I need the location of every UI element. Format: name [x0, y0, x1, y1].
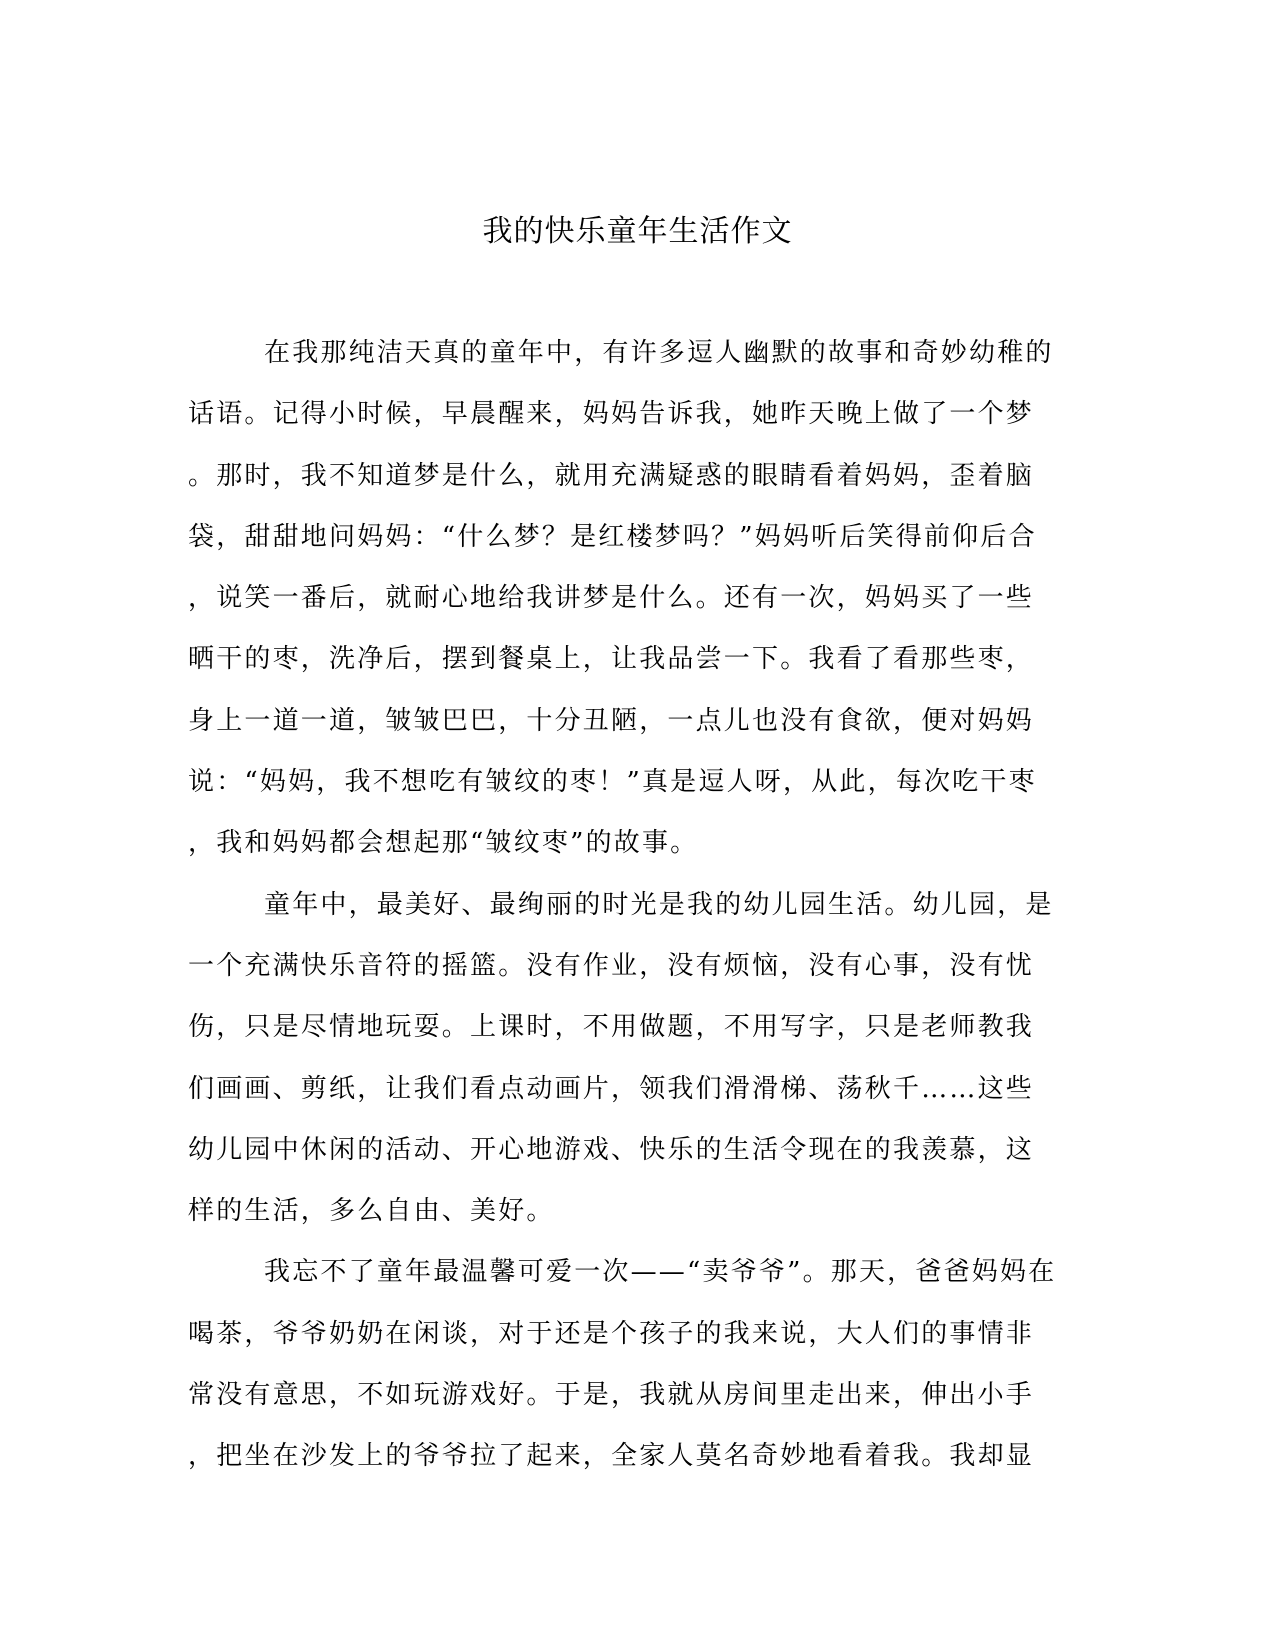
text-line: ，把坐在沙发上的爷爷拉了起来，全家人莫名奇妙地看着我。我却显: [188, 1441, 1035, 1472]
text-line: 们画画、剪纸，让我们看点动画片，领我们滑滑梯、荡秋千……这些: [188, 1073, 1035, 1104]
text-line: 说：“妈妈，我不想吃有皱纹的枣！”真是逗人呀，从此，每次吃干枣: [188, 767, 1037, 798]
text-line: 一个充满快乐音符的摇篮。没有作业，没有烦恼，没有心事，没有忧: [188, 950, 1035, 981]
text-line: 我忘不了童年最温馨可爱一次——“卖爷爷”。那天，爸爸妈妈在: [264, 1257, 1057, 1288]
text-line: 。那时，我不知道梦是什么，就用充满疑惑的眼睛看着妈妈，歪着脑: [188, 460, 1035, 491]
text-line: 在我那纯洁天真的童年中，有许多逗人幽默的故事和奇妙幼稚的: [264, 338, 1054, 368]
text-line: ，我和妈妈都会想起那“皱纹枣”的故事。: [188, 828, 699, 859]
text-line: 样的生活，多么自由、美好。: [188, 1196, 555, 1227]
text-line: 幼儿园中休闲的活动、开心地游戏、快乐的生活令现在的我羡慕，这: [188, 1134, 1035, 1165]
text-line: 喝茶，爷爷奶奶在闲谈，对于还是个孩子的我来说，大人们的事情非: [188, 1318, 1035, 1349]
page-title: 我的快乐童年生活作文: [482, 214, 793, 249]
text-line: 话语。记得小时候，早晨醒来，妈妈告诉我，她昨天晚上做了一个梦: [188, 399, 1035, 430]
text-line: ，说笑一番后，就耐心地给我讲梦是什么。还有一次，妈妈买了一些: [188, 583, 1035, 614]
text-line: 伤，只是尽情地玩耍。上课时，不用做题，不用写字，只是老师教我: [188, 1012, 1035, 1043]
text-line: 晒干的枣，洗净后，摆到餐桌上，让我品尝一下。我看了看那些枣，: [188, 644, 1035, 675]
essay-body: [188, 323, 1088, 1488]
text-line: 童年中，最美好、最绚丽的时光是我的幼儿园生活。幼儿园，是: [264, 889, 1054, 920]
text-line: 身上一道一道，皱皱巴巴，十分丑陋，一点儿也没有食欲，便对妈妈: [188, 705, 1035, 736]
text-line: 常没有意思，不如玩游戏好。于是，我就从房间里走出来，伸出小手: [188, 1380, 1035, 1411]
text-line: 袋，甜甜地问妈妈：“什么梦？是红楼梦吗？”妈妈听后笑得前仰后合: [188, 521, 1037, 552]
